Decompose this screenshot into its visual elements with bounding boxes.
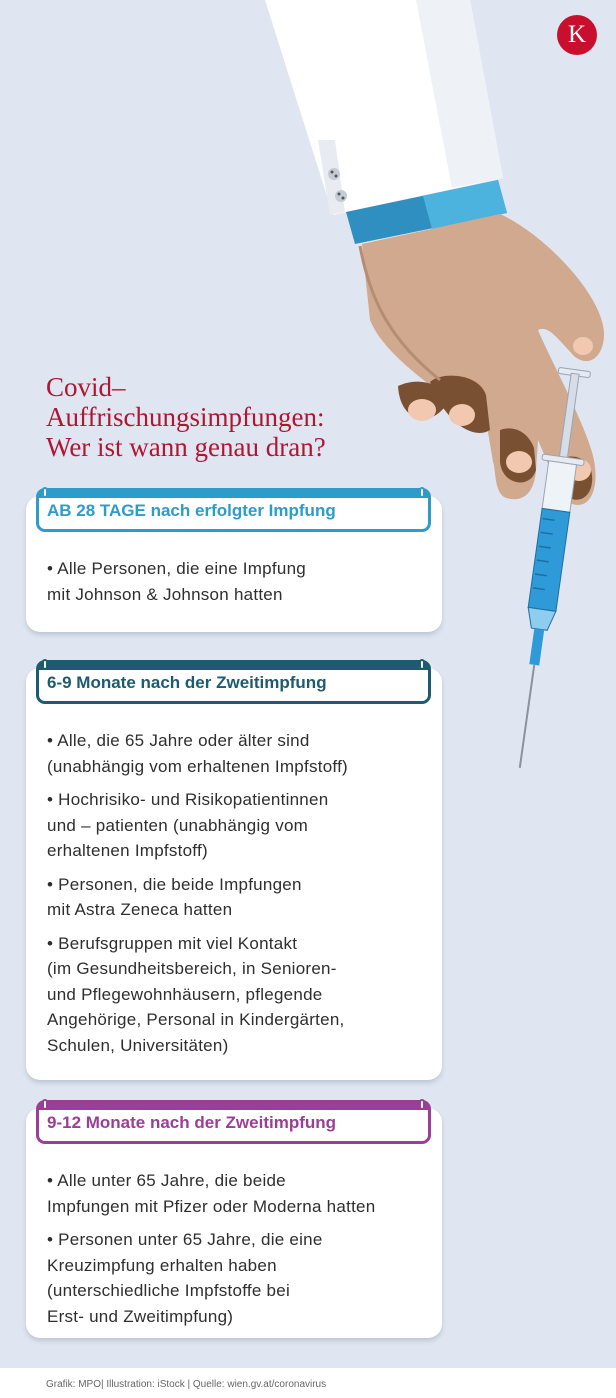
list-item-line: mit Johnson & Johnson hatten <box>47 584 283 604</box>
binder-ring-icon <box>419 659 425 670</box>
group-card-9-12-months <box>26 1108 442 1338</box>
list-item <box>47 1168 437 1219</box>
list-item-line: • Personen, die beide Impfungen <box>47 874 302 894</box>
list-item-line: und – patienten (unabhängig vom <box>47 815 309 835</box>
binder-ring-icon <box>419 1099 425 1110</box>
group-heading: 9-12 Monate nach der Zweitimpfung <box>47 1113 337 1132</box>
binder-ring-icon <box>42 659 48 670</box>
list-item <box>47 1227 437 1329</box>
binder-ring-icon <box>42 487 48 498</box>
list-item-line: mit Astra Zeneca hatten <box>47 900 233 919</box>
page-title <box>46 372 406 462</box>
list-item <box>47 872 437 923</box>
group-item-list <box>47 556 437 615</box>
group-heading-tab <box>36 1100 431 1144</box>
list-item-line: (im Gesundheitsbereich, in Senioren- <box>47 959 337 978</box>
list-item-line: • Alle, die 65 Jahre oder älter sind <box>47 731 310 750</box>
title-line: Covid– <box>46 372 126 402</box>
list-item-line: • Hochrisiko- und Risikopatientinnen <box>47 790 329 809</box>
list-item-line: • Alle unter 65 Jahre, die beide <box>47 1171 286 1190</box>
binder-ring-icon <box>419 487 425 498</box>
source-credits: Grafik: MPO| Illustration: iStock | Quelle: wien.gv.at/coronavirus <box>46 1379 327 1390</box>
list-item-line: Kreuzimpfung erhalten haben <box>47 1255 277 1275</box>
list-item <box>47 931 437 1059</box>
group-card-28-days <box>26 496 442 632</box>
list-item-line: Erst- und Zweitimpfung) <box>47 1306 234 1326</box>
list-item-line: (unabhängig vom erhaltenen Impfstoff) <box>47 756 348 776</box>
title-line: Wer ist wann genau dran? <box>46 432 326 462</box>
group-heading-tab <box>36 660 431 704</box>
list-item <box>47 787 437 864</box>
binder-ring-icon <box>42 1099 48 1110</box>
group-item-list <box>47 728 437 1066</box>
group-card-6-9-months <box>26 668 442 1080</box>
list-item-line: Angehörige, Personal in Kindergärten, <box>47 1010 345 1029</box>
list-item-line: und Pflegewohnhäusern, pflegende <box>47 984 323 1004</box>
group-heading: AB 28 TAGE nach erfolgter Impfung <box>47 501 336 520</box>
list-item-line: • Berufsgruppen mit viel Kontakt <box>47 933 298 953</box>
list-item <box>47 728 437 779</box>
group-heading: 6-9 Monate nach der Zweitimpfung <box>47 673 327 692</box>
list-item-line: erhaltenen Impfstoff) <box>47 841 208 860</box>
list-item-line: • Personen unter 65 Jahre, die eine <box>47 1230 323 1249</box>
group-item-list <box>47 1168 437 1337</box>
list-item <box>47 556 437 607</box>
list-item-line: Schulen, Universitäten) <box>47 1035 229 1055</box>
title-line: Auffrischungsimpfungen: <box>46 402 325 432</box>
list-item-line: Impfungen mit Pfizer oder Moderna hatten <box>47 1196 376 1216</box>
group-heading-tab <box>36 488 431 532</box>
brand-logo[interactable]: K <box>557 15 597 55</box>
list-item-line: • Alle Personen, die eine Impfung <box>47 559 306 578</box>
list-item-line: (unterschiedliche Impfstoffe bei <box>47 1281 290 1300</box>
